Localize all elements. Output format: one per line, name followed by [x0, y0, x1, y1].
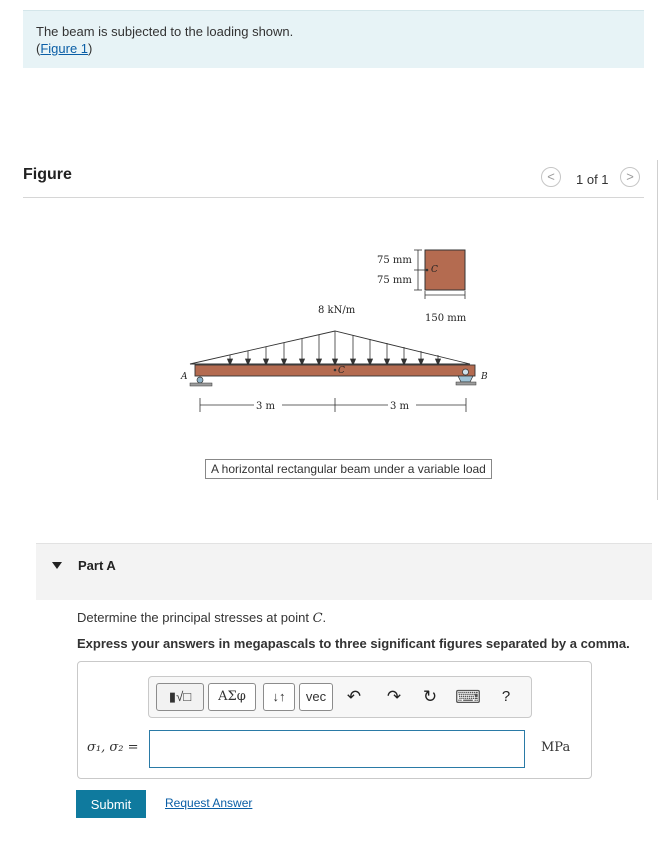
beam-point-c-label: C: [338, 366, 345, 376]
figure-link[interactable]: Figure 1: [40, 41, 89, 56]
part-a-header[interactable]: [36, 543, 652, 600]
point-a-label: A: [181, 372, 188, 382]
section-point-label: C: [431, 265, 438, 275]
span-right-label: 3 m: [390, 401, 410, 412]
submit-button[interactable]: Submit: [76, 790, 146, 818]
beam-diagram: [170, 240, 510, 420]
problem-intro: [23, 10, 644, 68]
dim-width-label: 150 mm: [425, 313, 467, 324]
greek-symbols-button[interactable]: ΑΣφ: [208, 683, 256, 711]
panel-divider: [657, 160, 658, 500]
support-b: [458, 376, 473, 382]
figure-pager-text: 1 of 1: [576, 172, 609, 187]
figure-title: Figure: [23, 166, 72, 183]
dim-bottom-label: 75 mm: [377, 275, 412, 286]
keyboard-icon[interactable]: ⌨: [455, 687, 481, 707]
figure-reference: (Figure 1): [36, 41, 93, 56]
collapse-arrow-icon[interactable]: [52, 562, 62, 569]
question-text: Determine the principal stresses at point C.: [77, 610, 327, 626]
dim-top-label: 75 mm: [377, 255, 412, 266]
span-left-label: 3 m: [256, 401, 276, 412]
templates-button[interactable]: ▮√□: [156, 683, 204, 711]
figure-caption: A horizontal rectangular beam under a variable load: [205, 459, 492, 479]
help-icon[interactable]: ?: [501, 688, 511, 705]
arrows-button[interactable]: ↓↑: [263, 683, 295, 711]
answer-label: σ₁, σ₂ =: [87, 740, 139, 755]
undo-icon[interactable]: ↶: [346, 687, 362, 706]
pin-support-a: [197, 377, 203, 383]
figure-divider: [23, 197, 644, 198]
answer-input[interactable]: [149, 730, 525, 768]
point-b-label: B: [481, 372, 488, 382]
request-answer-link[interactable]: Request Answer: [165, 796, 253, 810]
part-a-label[interactable]: Part A: [78, 558, 116, 573]
reset-icon[interactable]: ↻: [422, 687, 438, 706]
unit-label: MPa: [541, 740, 571, 755]
next-figure-button[interactable]: >: [620, 167, 640, 187]
prev-figure-button[interactable]: <: [541, 167, 561, 187]
load-intensity-label: 8 kN/m: [318, 305, 356, 316]
redo-icon[interactable]: ↷: [386, 687, 402, 706]
problem-text: The beam is subjected to the loading shown.: [36, 24, 294, 39]
answer-instruction: Express your answers in megapascals to three significant figures separated by a comma.: [77, 636, 630, 651]
vector-button[interactable]: vec: [299, 683, 333, 711]
